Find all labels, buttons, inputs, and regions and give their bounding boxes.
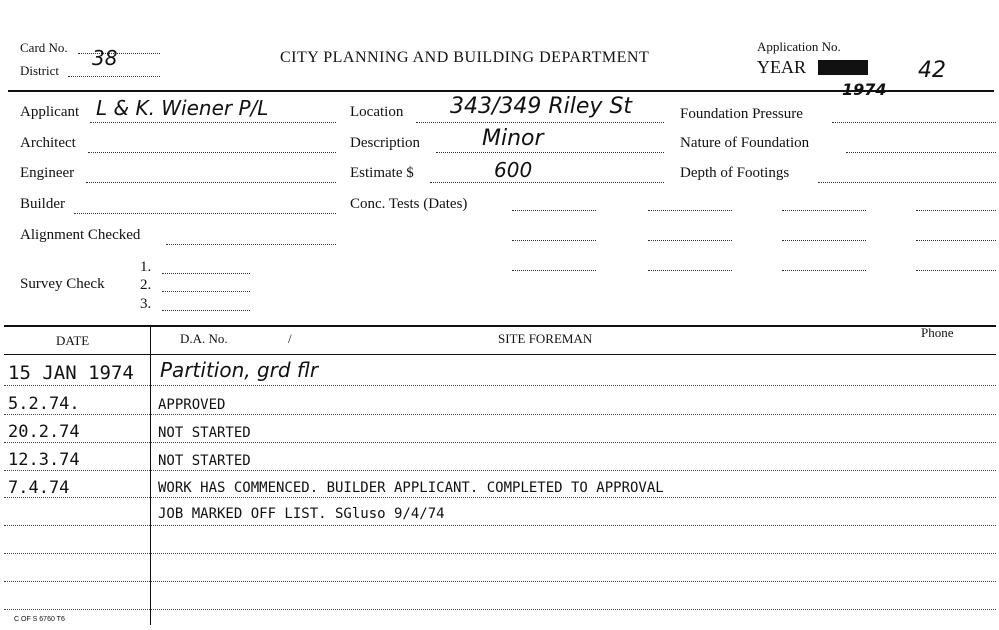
log-date-divider bbox=[150, 325, 151, 625]
log-da-no-header: D.A. No. bbox=[180, 331, 228, 346]
entry-text: WORK HAS COMMENCED. BUILDER APPLICANT. COMPLETED TO APPROVAL bbox=[158, 480, 664, 496]
year-value: 1974 bbox=[842, 80, 887, 99]
log-top-rule bbox=[4, 325, 996, 327]
conc-line-2d bbox=[916, 240, 996, 241]
log-site-foreman-header: SITE FOREMAN bbox=[498, 331, 593, 346]
entry-text: APPROVED bbox=[158, 397, 226, 413]
card-no-value: 38 bbox=[92, 46, 118, 70]
entry-date: 7.4.74 bbox=[8, 478, 70, 498]
entry-text: JOB MARKED OFF LIST. SGluso 9/4/74 bbox=[158, 506, 445, 522]
log-header-rule bbox=[4, 354, 996, 355]
survey-3-line bbox=[162, 310, 250, 311]
conc-line-3d bbox=[916, 270, 996, 271]
card-no-line bbox=[78, 53, 160, 54]
location-label: Location bbox=[350, 104, 404, 120]
engineer-line bbox=[86, 182, 336, 183]
form-code: C OF S 6760 T6 bbox=[14, 616, 65, 623]
description-line bbox=[436, 152, 664, 153]
log-row-line bbox=[4, 385, 996, 386]
entry-date: 20.2.74 bbox=[8, 422, 80, 442]
department-title: CITY PLANNING AND BUILDING DEPARTMENT bbox=[280, 49, 650, 66]
conc-line-3b bbox=[648, 270, 732, 271]
log-date-header: DATE bbox=[56, 333, 90, 348]
survey-3-label: 3. bbox=[140, 296, 152, 312]
applicant-label: Applicant bbox=[20, 104, 80, 120]
conc-line-1c bbox=[782, 210, 866, 211]
entry-text: NOT STARTED bbox=[158, 425, 251, 441]
engineer-label: Engineer bbox=[20, 165, 75, 181]
entry-date: 12.3.74 bbox=[8, 450, 80, 470]
survey-1-line bbox=[162, 273, 250, 274]
entry-date: 15 JAN 1974 bbox=[8, 362, 134, 384]
conc-line-2b bbox=[648, 240, 732, 241]
conc-line-2c bbox=[782, 240, 866, 241]
entry-text: Partition, grd flr bbox=[160, 358, 319, 382]
survey-2-line bbox=[162, 291, 250, 292]
year-label: YEAR bbox=[757, 57, 806, 77]
survey-1-label: 1. bbox=[140, 259, 152, 275]
alignment-label: Alignment Checked bbox=[20, 227, 141, 243]
conc-line-1b bbox=[648, 210, 732, 211]
architect-label: Architect bbox=[20, 135, 76, 151]
log-row-line bbox=[4, 609, 996, 610]
depth-footings-line bbox=[818, 182, 996, 183]
log-row-line bbox=[4, 553, 996, 554]
application-no-label: Application No. bbox=[757, 39, 841, 54]
applicant-line bbox=[90, 122, 336, 123]
location-line bbox=[416, 122, 664, 123]
top-rule bbox=[8, 90, 994, 92]
district-line bbox=[68, 76, 160, 77]
log-row-line bbox=[4, 414, 996, 415]
conc-line-1a bbox=[512, 210, 596, 211]
log-slash: / bbox=[288, 331, 292, 346]
estimate-value: 600 bbox=[494, 158, 533, 182]
alignment-line bbox=[166, 244, 336, 245]
redaction-block bbox=[818, 60, 868, 75]
description-label: Description bbox=[350, 135, 420, 151]
nature-foundation-line bbox=[846, 152, 996, 153]
foundation-pressure-line bbox=[832, 122, 996, 123]
entry-date: 5.2.74. bbox=[8, 394, 80, 414]
log-phone-header: Phone bbox=[921, 325, 954, 340]
estimate-line bbox=[430, 182, 664, 183]
applicant-value: L & K. Wiener P/L bbox=[96, 96, 269, 120]
card-no-label: Card No. bbox=[20, 40, 68, 55]
nature-foundation-label: Nature of Foundation bbox=[680, 135, 810, 151]
depth-footings-label: Depth of Footings bbox=[680, 165, 790, 181]
conc-line-3c bbox=[782, 270, 866, 271]
log-row-line bbox=[4, 525, 996, 526]
application-no-value: 42 bbox=[918, 58, 946, 83]
estimate-label: Estimate $ bbox=[350, 165, 414, 181]
foundation-pressure-label: Foundation Pressure bbox=[680, 106, 803, 122]
survey-check-label: Survey Check bbox=[20, 276, 105, 292]
description-value: Minor bbox=[482, 126, 544, 151]
location-value: 343/349 Riley St bbox=[450, 94, 633, 119]
conc-tests-label: Conc. Tests (Dates) bbox=[350, 196, 468, 212]
survey-2-label: 2. bbox=[140, 277, 152, 293]
builder-label: Builder bbox=[20, 196, 65, 212]
district-label: District bbox=[20, 63, 59, 78]
log-row-line bbox=[4, 442, 996, 443]
conc-line-1d bbox=[916, 210, 996, 211]
log-row-line bbox=[4, 497, 996, 498]
architect-line bbox=[88, 152, 336, 153]
log-row-line bbox=[4, 470, 996, 471]
conc-line-3a bbox=[512, 270, 596, 271]
log-row-line bbox=[4, 581, 996, 582]
entry-text: NOT STARTED bbox=[158, 453, 251, 469]
conc-line-2a bbox=[512, 240, 596, 241]
builder-line bbox=[74, 213, 336, 214]
